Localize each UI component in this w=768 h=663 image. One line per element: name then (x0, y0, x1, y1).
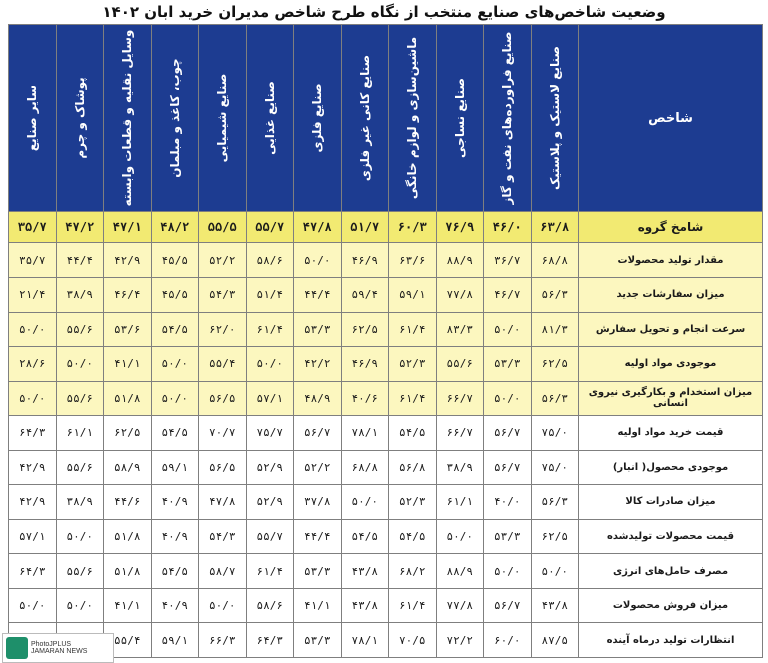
value-cell: ۶۱/۴ (246, 312, 294, 347)
value-cell: ۵۴/۳ (199, 519, 247, 554)
value-cell: ۷۰/۵ (389, 623, 437, 658)
value-cell: ۶۰/۰ (484, 623, 532, 658)
value-cell: ۷۵/۷ (246, 416, 294, 451)
value-cell: ۶۲/۵ (531, 519, 579, 554)
row-label: میزان فروش محصولات (579, 588, 763, 623)
value-cell: ۴۳/۸ (531, 588, 579, 623)
header-industry: صنایع غذایی (246, 25, 294, 212)
value-cell: ۵۰/۰ (484, 381, 532, 416)
value-cell: ۶۴/۳ (9, 416, 57, 451)
value-cell: ۴۷/۱ (104, 212, 152, 243)
header-industry: چوب، کاغذ و مبلمان (151, 25, 199, 212)
value-cell: ۴۷/۸ (199, 485, 247, 520)
header-industry: صنایع فراورده‌های نفت و گاز (484, 25, 532, 212)
value-cell: ۵۵/۶ (56, 450, 104, 485)
value-cell: ۴۶/۷ (484, 278, 532, 313)
header-indicator: شاخص (579, 25, 763, 212)
value-cell: ۳۶/۷ (484, 243, 532, 278)
value-cell: ۴۴/۴ (294, 519, 342, 554)
value-cell: ۵۹/۱ (389, 278, 437, 313)
value-cell: ۲۱/۴ (9, 278, 57, 313)
value-cell: ۵۰/۰ (9, 588, 57, 623)
value-cell: ۵۳/۳ (294, 312, 342, 347)
value-cell: ۴۰/۰ (484, 485, 532, 520)
watermark-line1: PhotoJPLUS (31, 641, 72, 648)
value-cell: ۴۴/۶ (104, 485, 152, 520)
value-cell: ۵۶/۷ (484, 416, 532, 451)
value-cell: ۵۳/۶ (104, 312, 152, 347)
value-cell: ۵۰/۰ (199, 588, 247, 623)
value-cell: ۶۶/۷ (436, 416, 484, 451)
value-cell: ۶۲/۰ (199, 312, 247, 347)
table-row (9, 278, 763, 313)
value-cell: ۴۲/۹ (9, 450, 57, 485)
value-cell: ۵۸/۶ (246, 588, 294, 623)
value-cell: ۶۱/۴ (389, 312, 437, 347)
header-industry: صنایع نساجی (436, 25, 484, 212)
value-cell: ۴۱/۱ (294, 588, 342, 623)
value-cell: ۶۱/۴ (389, 588, 437, 623)
header-industry: صنایع فلزی (294, 25, 342, 212)
value-cell: ۶۶/۷ (436, 381, 484, 416)
value-cell: ۵۷/۱ (246, 381, 294, 416)
value-cell: ۵۶/۷ (484, 450, 532, 485)
watermark-logo (2, 633, 114, 663)
value-cell: ۶۳/۸ (531, 212, 579, 243)
watermark-line2: JAMARAN NEWS (31, 648, 88, 655)
value-cell: ۵۲/۳ (389, 485, 437, 520)
value-cell: ۵۳/۳ (484, 519, 532, 554)
value-cell: ۵۴/۵ (151, 312, 199, 347)
table-row (9, 312, 763, 347)
value-cell: ۵۱/۸ (104, 381, 152, 416)
table-row (9, 519, 763, 554)
table-row (9, 243, 763, 278)
header-industry: صنایع لاستیک و پلاستیک (531, 25, 579, 212)
value-cell: ۶۸/۸ (341, 450, 389, 485)
value-cell: ۵۵/۶ (56, 554, 104, 589)
value-cell: ۵۰/۰ (341, 485, 389, 520)
value-cell: ۵۵/۷ (246, 519, 294, 554)
header-industry: صنایع شیمیایی (199, 25, 247, 212)
value-cell: ۸۸/۹ (436, 243, 484, 278)
header-industry: سایر صنایع (9, 25, 57, 212)
table-row (9, 381, 763, 416)
value-cell: ۶۲/۵ (531, 347, 579, 382)
value-cell: ۴۸/۹ (294, 381, 342, 416)
value-cell: ۳۵/۷ (9, 243, 57, 278)
value-cell: ۴۲/۲ (294, 347, 342, 382)
value-cell: ۴۰/۹ (151, 485, 199, 520)
value-cell: ۶۸/۲ (389, 554, 437, 589)
value-cell: ۸۱/۳ (531, 312, 579, 347)
value-cell: ۸۳/۳ (436, 312, 484, 347)
value-cell: ۶۱/۴ (246, 554, 294, 589)
value-cell: ۵۱/۴ (246, 278, 294, 313)
table-row (9, 416, 763, 451)
value-cell: ۵۴/۳ (199, 278, 247, 313)
header-industry: صنایع کانی غیر فلزی (341, 25, 389, 212)
value-cell: ۷۰/۷ (199, 416, 247, 451)
value-cell: ۶۴/۳ (246, 623, 294, 658)
value-cell: ۵۶/۸ (389, 450, 437, 485)
value-cell: ۶۴/۳ (9, 554, 57, 589)
value-cell: ۴۲/۹ (9, 485, 57, 520)
value-cell: ۵۰/۰ (294, 243, 342, 278)
value-cell: ۵۲/۹ (246, 450, 294, 485)
value-cell: ۵۰/۰ (246, 347, 294, 382)
value-cell: ۴۰/۹ (151, 588, 199, 623)
value-cell: ۳۵/۷ (9, 212, 57, 243)
value-cell: ۵۵/۶ (56, 312, 104, 347)
value-cell: ۲۸/۶ (9, 347, 57, 382)
value-cell: ۵۱/۸ (104, 554, 152, 589)
value-cell: ۵۲/۲ (294, 450, 342, 485)
table-row (9, 347, 763, 382)
value-cell: ۶۰/۳ (389, 212, 437, 243)
value-cell: ۴۶/۹ (341, 243, 389, 278)
row-label: مصرف حامل‌های انرژی (579, 554, 763, 589)
value-cell: ۵۱/۷ (341, 212, 389, 243)
value-cell: ۵۸/۹ (104, 450, 152, 485)
value-cell: ۵۴/۵ (389, 519, 437, 554)
value-cell: ۶۳/۶ (389, 243, 437, 278)
value-cell: ۶۲/۵ (341, 312, 389, 347)
value-cell: ۳۸/۹ (56, 485, 104, 520)
indicator-table (8, 24, 763, 658)
value-cell: ۵۶/۷ (484, 588, 532, 623)
value-cell: ۵۰/۰ (151, 381, 199, 416)
row-label: سرعت انجام و تحویل سفارش (579, 312, 763, 347)
value-cell: ۴۶/۰ (484, 212, 532, 243)
value-cell: ۵۰/۰ (484, 312, 532, 347)
row-label: قیمت خرید مواد اولیه (579, 416, 763, 451)
row-label: میزان سفارشات جدید (579, 278, 763, 313)
value-cell: ۴۳/۸ (341, 588, 389, 623)
value-cell: ۵۰/۰ (531, 554, 579, 589)
header-industry: وسایل نقلیه و قطعات وابسته (104, 25, 152, 212)
value-cell: ۵۶/۵ (199, 381, 247, 416)
row-label: موجودی مواد اولیه (579, 347, 763, 382)
value-cell: ۵۳/۳ (294, 623, 342, 658)
value-cell: ۵۰/۰ (56, 588, 104, 623)
value-cell: ۵۲/۳ (389, 347, 437, 382)
value-cell: ۵۰/۰ (484, 554, 532, 589)
value-cell: ۷۸/۱ (341, 623, 389, 658)
row-label: مقدار تولید محصولات (579, 243, 763, 278)
header-row (9, 25, 763, 212)
value-cell: ۷۵/۰ (531, 450, 579, 485)
value-cell: ۵۴/۵ (151, 554, 199, 589)
value-cell: ۴۱/۱ (104, 588, 152, 623)
value-cell: ۴۴/۴ (294, 278, 342, 313)
value-cell: ۵۹/۱ (151, 450, 199, 485)
value-cell: ۸۷/۵ (531, 623, 579, 658)
row-label: موجودی محصول( انبار) (579, 450, 763, 485)
value-cell: ۵۰/۰ (151, 347, 199, 382)
table-row (9, 554, 763, 589)
value-cell: ۳۸/۹ (436, 450, 484, 485)
value-cell: ۷۵/۰ (531, 416, 579, 451)
value-cell: ۵۶/۵ (199, 450, 247, 485)
logo-icon (6, 637, 28, 659)
value-cell: ۵۵/۵ (199, 212, 247, 243)
value-cell: ۴۸/۲ (151, 212, 199, 243)
value-cell: ۵۸/۷ (199, 554, 247, 589)
value-cell: ۵۴/۵ (389, 416, 437, 451)
row-label: میزان استخدام و بکارگیری نیروی انسانی (579, 381, 763, 416)
value-cell: ۴۵/۵ (151, 278, 199, 313)
value-cell: ۷۲/۲ (436, 623, 484, 658)
value-cell: ۵۰/۰ (56, 347, 104, 382)
value-cell: ۳۷/۸ (294, 485, 342, 520)
table-row (9, 212, 763, 243)
value-cell: ۵۴/۵ (151, 416, 199, 451)
value-cell: ۵۵/۶ (56, 381, 104, 416)
value-cell: ۶۱/۱ (56, 416, 104, 451)
value-cell: ۴۱/۱ (104, 347, 152, 382)
value-cell: ۷۸/۱ (341, 416, 389, 451)
value-cell: ۵۸/۶ (246, 243, 294, 278)
value-cell: ۴۷/۲ (56, 212, 104, 243)
value-cell: ۵۱/۸ (104, 519, 152, 554)
value-cell: ۷۷/۸ (436, 588, 484, 623)
value-cell: ۵۶/۳ (531, 485, 579, 520)
value-cell: ۵۶/۳ (531, 278, 579, 313)
value-cell: ۵۲/۲ (199, 243, 247, 278)
table-row (9, 450, 763, 485)
value-cell: ۵۶/۷ (294, 416, 342, 451)
header-industry: پوشاک و چرم (56, 25, 104, 212)
value-cell: ۶۱/۱ (436, 485, 484, 520)
table-row (9, 485, 763, 520)
value-cell: ۵۰/۰ (56, 519, 104, 554)
row-label: شامخ گروه (579, 212, 763, 243)
value-cell: ۵۹/۴ (341, 278, 389, 313)
row-label: میزان صادرات کالا (579, 485, 763, 520)
value-cell: ۶۱/۴ (389, 381, 437, 416)
value-cell: ۴۳/۸ (341, 554, 389, 589)
value-cell: ۶۸/۸ (531, 243, 579, 278)
table-row (9, 588, 763, 623)
value-cell: ۵۵/۴ (199, 347, 247, 382)
value-cell: ۸۸/۹ (436, 554, 484, 589)
value-cell: ۴۲/۹ (104, 243, 152, 278)
value-cell: ۴۶/۹ (341, 347, 389, 382)
value-cell: ۴۰/۶ (341, 381, 389, 416)
value-cell: ۵۰/۰ (9, 312, 57, 347)
value-cell: ۴۰/۹ (151, 519, 199, 554)
value-cell: ۷۶/۹ (436, 212, 484, 243)
value-cell: ۵۵/۴ (104, 623, 152, 658)
value-cell: ۴۷/۸ (294, 212, 342, 243)
header-industry: ماشین‌سازی و لوازم خانگی (389, 25, 437, 212)
value-cell: ۶۶/۳ (199, 623, 247, 658)
value-cell: ۵۰/۰ (436, 519, 484, 554)
row-label: انتظارات تولید درماه آینده (579, 623, 763, 658)
value-cell: ۴۶/۴ (104, 278, 152, 313)
value-cell: ۵۷/۱ (9, 519, 57, 554)
value-cell: ۵۲/۹ (246, 485, 294, 520)
value-cell: ۵۴/۵ (341, 519, 389, 554)
value-cell: ۵۵/۷ (246, 212, 294, 243)
value-cell: ۵۳/۳ (294, 554, 342, 589)
value-cell: ۵۳/۳ (484, 347, 532, 382)
value-cell: ۵۰/۰ (9, 381, 57, 416)
value-cell: ۴۵/۵ (151, 243, 199, 278)
value-cell: ۶۲/۵ (104, 416, 152, 451)
table-body (9, 212, 763, 658)
value-cell: ۵۶/۳ (531, 381, 579, 416)
value-cell: ۷۷/۸ (436, 278, 484, 313)
value-cell: ۳۸/۹ (56, 278, 104, 313)
page-title: وضعیت شاخص‌های صنایع منتخب از نگاه طرح شاخص مدیران خرید ابان ۱۴۰۲ (102, 3, 666, 21)
value-cell: ۴۴/۴ (56, 243, 104, 278)
row-label: قیمت محصولات تولیدشده (579, 519, 763, 554)
value-cell: ۵۵/۶ (436, 347, 484, 382)
value-cell: ۵۹/۱ (151, 623, 199, 658)
table-row (9, 623, 763, 658)
